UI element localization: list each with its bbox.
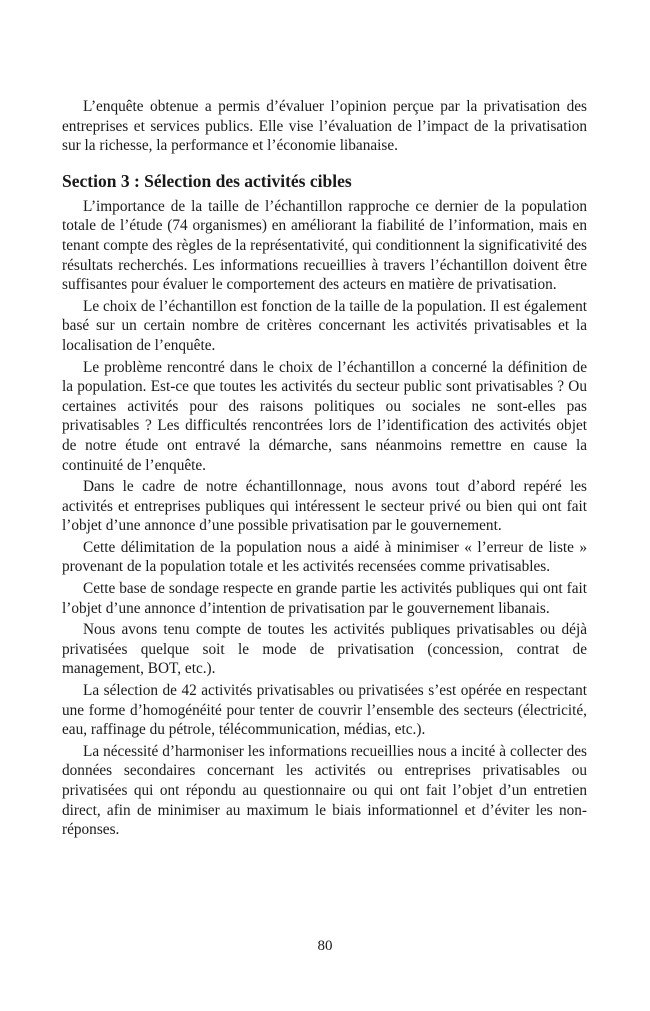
paragraph-privatisation-modes: Nous avons tenu compte de toutes les activités publiques privatisables ou déjà privatisées quelque soit le mode de privatisation (concession, contrat de management, BOT, etc.).: [62, 621, 587, 678]
paragraph-sample-size: L’importance de la taille de l’échantillon rapproche ce dernier de la population totale de l’étude (74 organismes) en améliorant la fiabilité de l’information, mais en tenant compte des règles de la représentativité, qui conditionnent la significativité des résultats recherchés. Les informations recueillies à travers l’échantillon doivent être suffisantes pour évaluer le comportement des acteurs en matière de privatisation.: [62, 197, 587, 294]
paragraph-sampling-frame: Dans le cadre de notre échantillonnage, nous avons tout d’abord repéré les activités et entreprises publiques qui intéressent le secteur privé ou bien qui ont fait l’objet d’une annonce d’une possible privatisation par le gouvernement.: [62, 478, 587, 535]
paragraph-list-error: Cette délimitation de la population nous a aidé à minimiser « l’erreur de liste » provenant de la population totale et les activités recensées comme privatisables.: [62, 538, 587, 576]
paragraph-selection-42: La sélection de 42 activités privatisables ou privatisées s’est opérée en respectant une forme d’homogénéité pour tenter de couvrir l’ensemble des secteurs (électricité, eau, raffinage du pétrole, télécommunication, médias, etc.).: [62, 682, 587, 739]
section-heading: Section 3 : Sélection des activités cibles: [62, 170, 352, 191]
paragraph-sampling-base: Cette base de sondage respecte en grande partie les activités publiques qui ont fait l’objet d’une annonce d’intention de privatisation par le gouvernement libanais.: [62, 580, 587, 617]
paragraph-population-definition: Le problème rencontré dans le choix de l’échantillon a concerné la définition de la population. Est-ce que toutes les activités du secteur public sont privatisables ? Ou certaines activités pour des raisons politiques ou sociales ne sont-elles pas privatisables ? Les difficultés rencontrées lors de l’identification des activités objet de notre étude ont entravé la démarche, sans néanmoins remettre en cause la continuité de l’enquête.: [62, 358, 587, 474]
paragraph-secondary-data: La nécessité d’harmoniser les informations recueillies nous a incité à collecter des données secondaires concernant les activités ou entreprises privatisables ou privatisées qui ont répondu au questionnaire ou qui ont fait l’objet d’un entretien direct, afin de minimiser au maximum le biais informationnel et d’éviter les non-réponses.: [62, 742, 587, 839]
paragraph-sample-choice: Le choix de l’échantillon est fonction de la taille de la population. Il est également basé sur un certain nombre de critères concernant les activités privatisables et la localisation de l’enquête.: [62, 297, 587, 354]
page-number: 80: [317, 938, 333, 954]
document-page-body: [62, 97, 587, 842]
intro-paragraph: L’enquête obtenue a permis d’évaluer l’opinion perçue par la privatisation des entreprises et services publics. Elle vise l’évaluation de l’impact de la privatisation sur la richesse, la performance et l’économie libanaise.: [62, 98, 587, 155]
